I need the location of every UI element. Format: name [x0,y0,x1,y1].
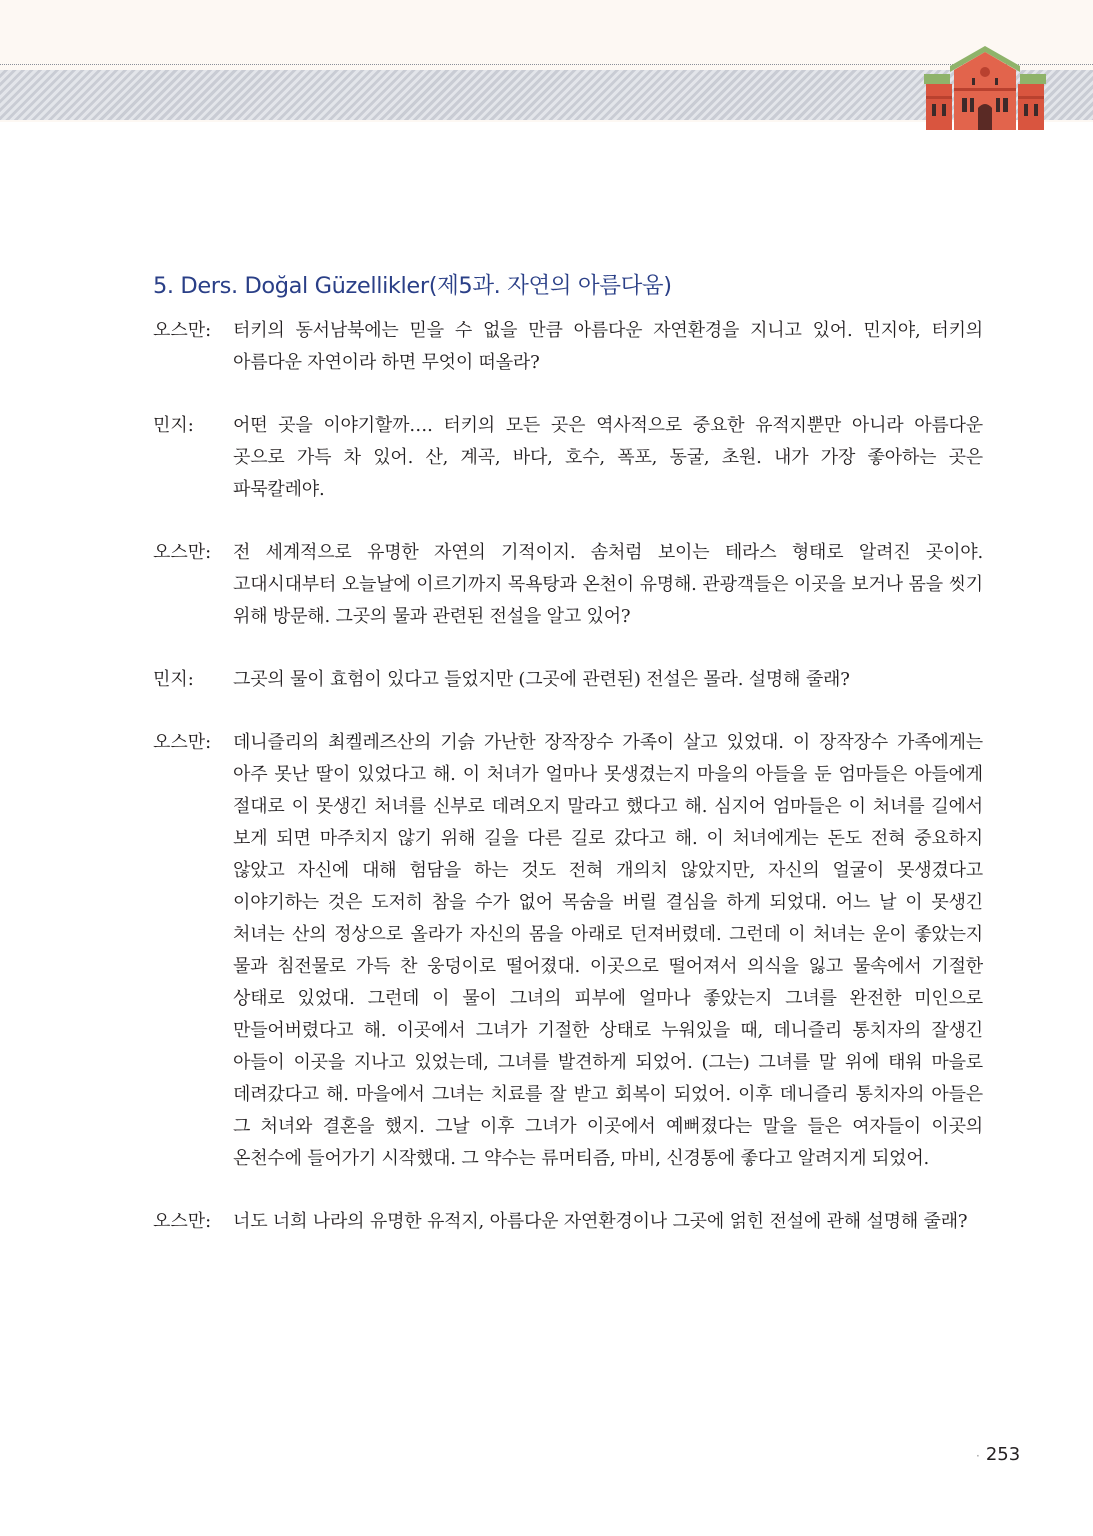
utterance-text: 터키의 동서남북에는 믿을 수 없을 만큼 아름다운 자연환경을 지니고 있어. 민지야, 터키의 아름다운 자연이라 하면 무엇이 떠올라? [233,320,983,373]
dialogue-turn [153,315,983,379]
speaker-label: 오스만: [153,542,212,563]
speaker-label: 오스만: [153,732,212,753]
dialogue-turn [153,537,983,633]
utterance-text: 데니즐리의 최켈레즈산의 기슭 가난한 장작장수 가족이 살고 있었대. 이 장작장수 가족에게는 아주 못난 딸이 있었다고 해. 이 처녀가 얼마나 못생겼는지 마을의 아들을 둔 엄마들은 아들에게 절대로 이 못생긴 처녀를 신부로 데려오지 말라고 했다고 해. 심지어 엄마들은 이 처녀를 길에서 보게 되면 마주치지 않기 위해 길을 다른 길로 갔다고 해. 이 처녀에게는 돈도 전혀 중요하지 않았고 자신에 대해 험담을 하는 것도 전혀 개의치 않았지만, 자신의 얼굴이 못생겼다고 이야기하는 것은 도저히 참을 수가 없어 목숨을 버릴 결심을 하게 되었대. 어느 날 이 못생긴 처녀는 산의 정상으로 올라가 자신의 몸을 아래로 던져버렸데. 그런데 이 처녀는 운이 좋았는지 물과 침전물로 가득 찬 웅덩이로 떨어졌대. 이곳으로 떨어져서 의식을 잃고 물속에서 기절한 상태로 있었대. 그런데 이 물이 그녀의 피부에 얼마나 좋았는지 그녀를 완전한 미인으로 만들어버렸다고 해. 이곳에서 그녀가 기절한 상태로 누워있을 때, 데니즐리 통치자의 잘생긴 아들이 이곳을 지나고 있었는데, 그녀를 발견하게 되었어. (그는) 그녀를 말 위에 태워 마을로 데려갔다고 해. 마을에서 그녀는 치료를 잘 받고 회복이 되었어. 이후 데니즐리 통치자의 아들은 그 처녀와 결혼을 했지. 그날 이후 그녀가 이곳에서 예뻐졌다는 말을 들은 여자들이 이곳의 온천수에 들어가기 시작했대. 그 약수는 류머티즘, 마비, 신경통에 좋다고 알려지게 되었어. [233,732,983,1169]
utterance-text: 너도 너희 나라의 유명한 유적지, 아름다운 자연환경이나 그곳에 얽힌 전설에 관해 설명해 줄래? [233,1211,968,1232]
page-number-value: 253 [985,1444,1021,1465]
red-brick-church-icon [920,44,1050,130]
dialogue-turn [153,664,983,696]
speaker-label: 민지: [153,415,194,436]
chapter-title: 5. Ders. Doğal Güzellikler(제5과. 자연의 아름다움) [153,273,672,299]
page-number [976,1444,1020,1465]
speaker-label: 오스만: [153,1211,212,1232]
dialogue-turn [153,727,983,1175]
dialogue-turn [153,410,983,506]
dialogue-turn [153,1206,983,1238]
speaker-label: 오스만: [153,320,212,341]
speaker-label: 민지: [153,669,194,690]
utterance-text: 어떤 곳을 이야기할까…. 터키의 모든 곳은 역사적으로 중요한 유적지뿐만 아니라 아름다운 곳으로 가득 차 있어. 산, 계곡, 바다, 호수, 폭포, 동굴, 초원. 내가 가장 좋아하는 곳은 파묵칼레야. [233,415,983,500]
page-number-bullet: · [976,1449,980,1463]
dialogue [153,315,983,1269]
utterance-text: 전 세계적으로 유명한 자연의 기적이지. 솜처럼 보이는 테라스 형태로 알려진 곳이야. 고대시대부터 오늘날에 이르기까지 목욕탕과 온천이 유명해. 관광객들은 이곳을 보거나 몸을 씻기 위해 방문해. 그곳의 물과 관련된 전설을 알고 있어? [233,542,983,627]
utterance-text: 그곳의 물이 효험이 있다고 들었지만 (그곳에 관련된) 전설은 몰라. 설명해 줄래? [233,669,850,690]
